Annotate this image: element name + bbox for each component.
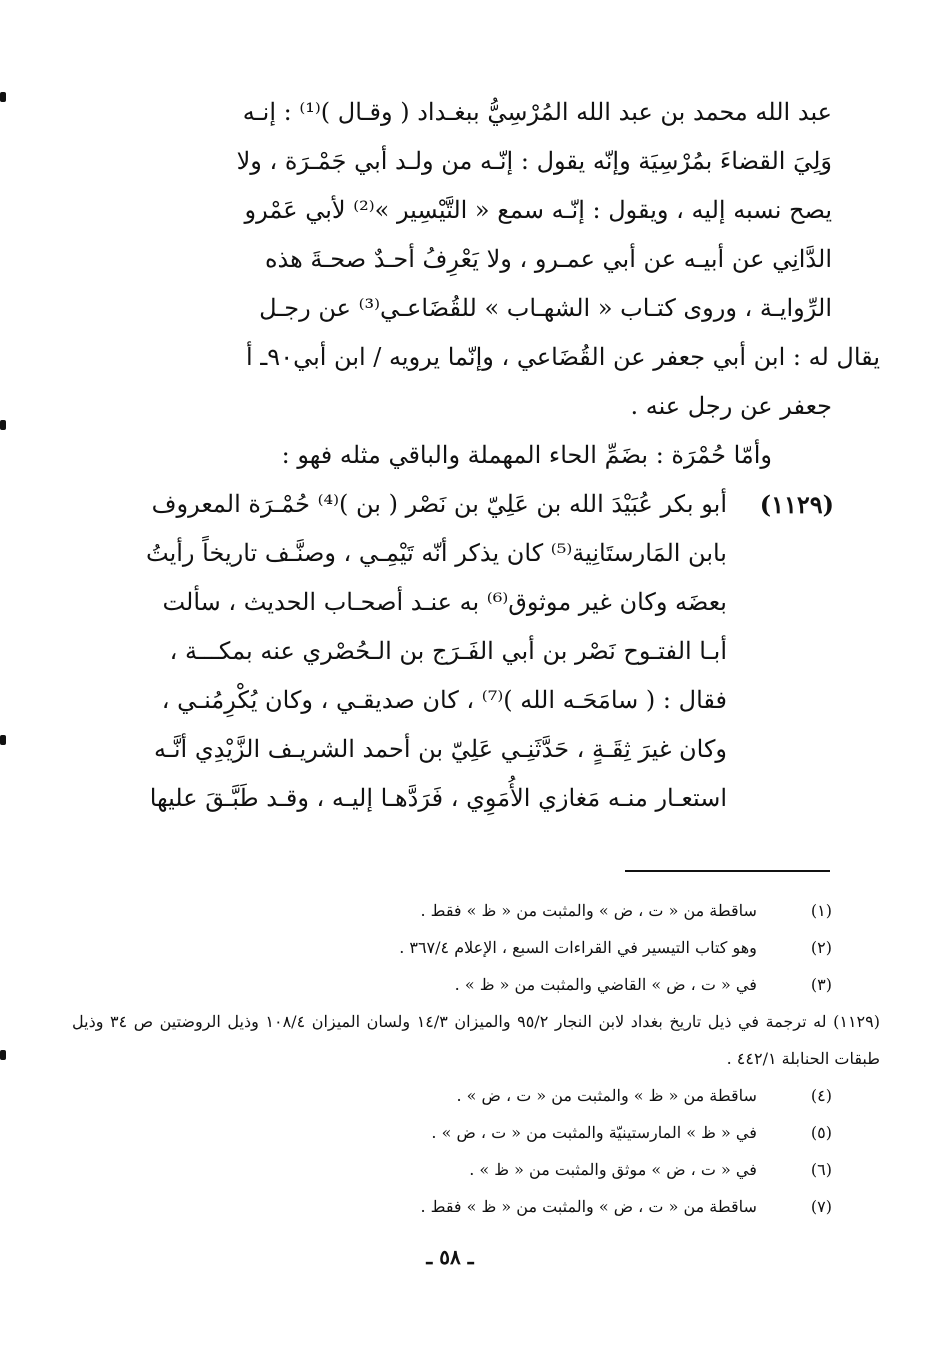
margin-mark — [0, 1050, 6, 1060]
footnote-text: ساقطة من « ت ، ض » والمثبت من « ظ » فقط . — [420, 1197, 757, 1216]
entry-text — [151, 480, 727, 529]
footnote-number: (٦) — [810, 1160, 832, 1179]
footnote-number: (٤) — [810, 1086, 832, 1105]
margin-mark — [0, 420, 6, 430]
footnote-number: (٣) — [810, 975, 832, 994]
footnote-number: (٢) — [810, 938, 832, 957]
text-line: فقال : ( سامَحَـه الله )⁽⁷⁾ ، كان صديقـي ، وكان يُكْرِمُنـي ، — [161, 686, 727, 714]
text-line: بعضَه وكان غير موثوق⁽⁶⁾ به عنـد أصحـاب الحديث ، سألت — [162, 588, 727, 616]
text-line: عبد الله محمد بن عبد الله المُرْسِيُّ ببغـداد ( وقـال )⁽¹⁾ : إنـه — [242, 98, 832, 126]
text-line: الدَّانِي عن أبيـه عن أبي عمـرو ، ولا يَعْرِفُ أحـدٌ صحـةَ هذه — [264, 245, 832, 273]
text-line: أبـا الفتـوح نَصْر بن أبي الفَـرَج بن الـحُصْري عنه بمكـــة ، — [169, 637, 727, 665]
footnotes — [72, 892, 880, 1225]
text-line: أبو بكر عُبَيْدَ الله بن عَلِيّ بن نَصْر ( بن )⁽⁴⁾ حُمْـرَة المعروف — [151, 490, 727, 518]
entry-text-cont — [146, 529, 832, 823]
footnote-text: ساقطة من « ظ » والمثبت من « ت ، ض » . — [456, 1086, 757, 1105]
footnote-number: (١) — [810, 901, 832, 920]
text-line: الرِّوايـة ، وروى كتـاب « الشهـاب » للقُضَاعـي⁽³⁾ عن رجـل — [259, 294, 832, 322]
footnote-text: في « ت ، ض » القاضي والمثبت من « ظ » . — [454, 975, 757, 994]
footnote-text: وهو كتاب التيسير في القراءات السبع ، الإعلام ٣٦٧/٤ . — [399, 938, 757, 957]
main-paragraph — [236, 88, 880, 480]
footnote-number: (١١٢٩) — [833, 1012, 880, 1031]
text-line: وَلِيَ القضاءَ بمُرْسِيَة وإنّه يقول : إنّـه من ولـد أبي جَمْـرَة ، ولا — [236, 147, 832, 175]
text-line: استعـار منـه مَغازي الأُمَوِي ، فَرَدَّهـا إليـه ، وقـد طَبَّـقَ عليها — [149, 784, 727, 812]
text-line: يقال له : ابن أبي جعفر عن القُضَاعي ، وإنّما يرويه / ابن أبي٩٠ـ أ — [245, 343, 880, 371]
footnote-text: في « ت ، ض » موثق والمثبت من « ظ » . — [469, 1160, 757, 1179]
text-line: وكان غيرَ ثِقَـةٍ ، حَدَّثَنِـي عَلِيّ بن أحمد الشريـف الزَّيْدِي أنَّـه — [153, 735, 727, 763]
footnote — [72, 892, 832, 929]
margin-mark — [0, 92, 6, 102]
footnote-rule — [625, 870, 830, 872]
text-line: جعفر عن رجل عنه . — [630, 392, 832, 420]
text-line: يصح نسبه إليه ، ويقول : إنّـه سمع « التَّيْسِير »⁽²⁾ لأبي عَمْرو — [244, 196, 832, 224]
footnote — [72, 1114, 832, 1151]
page-number: ـ ٥٨ ـ — [426, 1245, 474, 1269]
footnote — [72, 929, 832, 966]
footnote-number: (٧) — [810, 1197, 832, 1216]
footnote — [72, 1188, 832, 1225]
footnote — [72, 966, 832, 1003]
footnote-text: له ترجمة في ذيل تاريخ بغداد لابن النجار ٩٥/٢ والميزان ١٤/٣ ولسان الميزان ١٠٨/٤ وذيل الروضتين ص ٣٤ وذيل طبقات الحنابلة ٤٤٢/١ . — [72, 1012, 880, 1068]
footnote — [72, 1077, 832, 1114]
intro-line: وأمّا حُمْرَة : بضَمِّ الحاء المهملة والباقي مثله فهو : — [281, 441, 772, 469]
margin-mark — [0, 735, 6, 745]
footnote-long — [72, 1003, 880, 1077]
text-line: بابن المَارستَانِية⁽⁵⁾ كان يذكر أنّه تَيْمِـي ، وصنَّـف تاريخاً رأيتُ — [146, 539, 727, 567]
footnote-text: ساقطة من « ت ، ض » والمثبت من « ظ » فقط . — [420, 901, 757, 920]
footnote — [72, 1151, 832, 1188]
entry-number: (١١٢٩) — [759, 490, 834, 519]
footnote-number: (٥) — [810, 1123, 832, 1142]
footnote-text: في « ظ » المارستينيّة والمثبت من « ت ، ض » . — [431, 1123, 757, 1142]
